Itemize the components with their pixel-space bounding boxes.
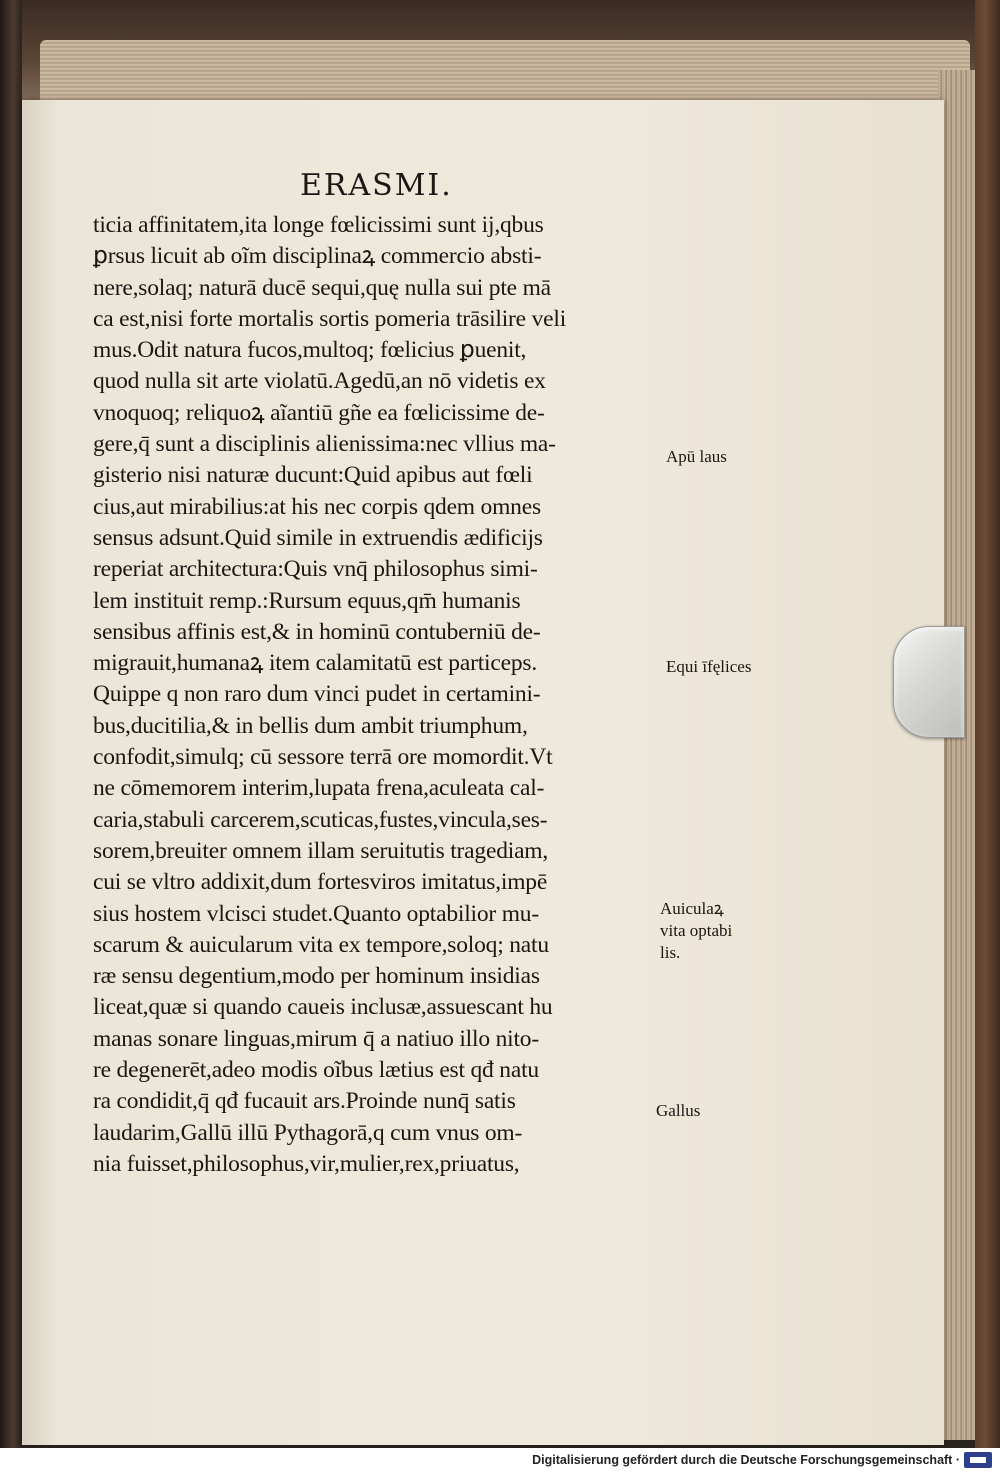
text-line: reperiat architectura:Quis vnq̄ philosophus simi- — [93, 556, 538, 583]
marginal-note-line: Gallus — [656, 1101, 701, 1120]
marginal-note-line: vita optabi — [660, 921, 733, 940]
text-line: Quippe q non raro dum vinci pudet in certamini- — [93, 681, 541, 708]
text-line: ticia affinitatem,ita longe fœlicissimi sunt ij,qbus — [93, 212, 544, 238]
text-line: gisterio nisi naturæ ducunt:Quid apibus aut fœli — [93, 462, 533, 489]
text-line: lem instituit remp.:Rursum equus,qm̄ humanis — [93, 587, 521, 614]
text-line: ca est,nisi forte mortalis sortis pomeria trāsilire veli — [93, 305, 567, 332]
book-cover-right — [975, 0, 1000, 1476]
text-line: liceat,quæ si quando caueis inclusæ,assuescant hu — [93, 994, 553, 1021]
text-line: scarum & auicularum vita ex tempore,soloq; natu — [93, 931, 549, 958]
text-line: ꝑrsus licuit ab oĩm disciplinaꝝ commercio absti- — [93, 243, 542, 270]
marginal-note-gallus — [656, 1100, 700, 1122]
digitization-footer — [0, 1448, 1000, 1476]
dfg-logo-icon — [964, 1452, 992, 1468]
text-line: mus.Odit natura fucos,multoq; fœlicius ꝑuenit, — [93, 337, 527, 364]
text-line: caria,stabuli carcerem,scuticas,fustes,vincula,ses- — [93, 806, 548, 833]
text-line: sensibus affinis est,& in hominū contuberniū de- — [93, 618, 541, 645]
text-line: vnoquoq; reliquoꝝ aĩantiū gñe ea fœlicissime de- — [93, 399, 545, 426]
text-line: gere,q̄ sunt a disciplinis alienissima:nec vllius ma- — [93, 431, 556, 458]
text-line: bus,ducitilia,& in bellis dum ambit triumphum, — [93, 712, 528, 739]
marginal-note-line: lis. — [660, 943, 681, 962]
text-line: manas sonare linguas,mirum q̄ a natiuo illo nito- — [93, 1025, 539, 1052]
text-line: confodit,simulq; cū sessore terrā ore momordit.Vt — [93, 744, 553, 771]
book-cover-left — [0, 0, 22, 1476]
marginal-note-line: Equi īfęlices — [666, 657, 752, 676]
text-line: ra condidit,q̄ qđ fucauit ars.Proinde nunq̄ satis — [93, 1088, 516, 1115]
text-line: quod nulla sit arte violatū.Agedū,an nō videtis ex — [93, 368, 546, 395]
page-holder-clip — [893, 626, 965, 738]
text-line: nia fuisset,philosophus,vir,mulier,rex,priuatus, — [93, 1150, 520, 1177]
text-line: sius hostem vlcisci studet.Quanto optabilior mu- — [93, 900, 539, 927]
text-line: ræ sensu degentium,modo per hominum insidias — [93, 963, 540, 990]
marginal-note-equi-infelices — [666, 656, 751, 678]
text-line: sorem,breuiter omnem illam seruitutis tragediam, — [93, 837, 549, 864]
text-line: re degenerēt,adeo modis oĩbus lætius est qđ natu — [93, 1057, 539, 1084]
marginal-note-line: Auiculaꝝ — [660, 899, 724, 918]
marginal-note-auicularum — [660, 898, 732, 964]
running-title: ERASMI. — [300, 168, 453, 203]
text-line: migrauit,humanaꝝ item calamitatū est particeps. — [93, 650, 538, 677]
footer-credit: Digitalisierung gefördert durch die Deutsche Forschungsgemeinschaft · — [532, 1453, 960, 1467]
text-line: cui se vltro addixit,dum fortesviros imitatus,impē — [93, 869, 548, 896]
text-line: ne cōmemorem interim,lupata frena,aculeata cal- — [93, 775, 545, 802]
text-line: cius,aut mirabilius:at his nec corpis qdem omnes — [93, 493, 541, 520]
text-line: sensus adsunt.Quid simile in extruendis ædificijs — [93, 524, 543, 551]
body-text — [93, 210, 663, 1177]
marginal-note-line: Apū laus — [666, 447, 727, 466]
marginal-note-apum-laus — [666, 446, 727, 468]
text-line: nere,solaq; naturā ducē sequi,quę nulla sui pte mā — [93, 274, 551, 301]
text-line: laudarim,Gallū illū Pythagorā,q cum vnus om- — [93, 1119, 523, 1146]
